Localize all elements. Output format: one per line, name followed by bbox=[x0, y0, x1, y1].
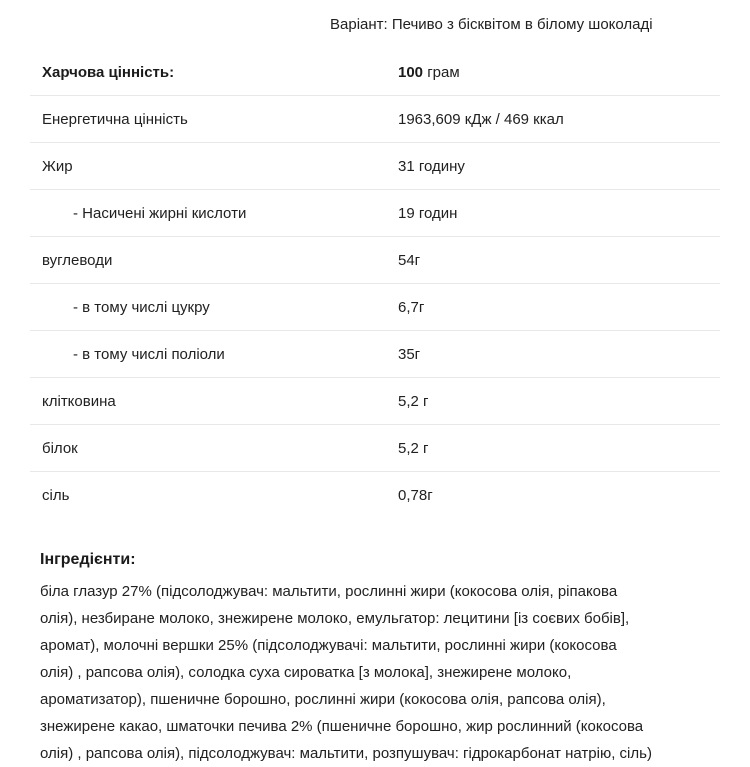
nutrition-value: 35г bbox=[398, 345, 421, 363]
nutrition-row-carbohydrates bbox=[30, 237, 720, 284]
nutrition-row-fat bbox=[30, 143, 720, 190]
nutrition-table bbox=[30, 49, 720, 518]
nutrition-value: 54г bbox=[398, 251, 421, 269]
nutrition-label: - Насичені жирні кислоти bbox=[73, 204, 247, 222]
product-variant-label: Варіант: Печиво з бісквітом в білому шоколаді bbox=[330, 16, 653, 33]
nutrition-row-salt bbox=[30, 472, 720, 518]
nutrition-row-energy bbox=[30, 96, 720, 143]
ingredients-line: аромат), молочні вершки 25% (підсолоджувачі: мальтити, рослинні жири (кокосова bbox=[40, 637, 617, 654]
nutrition-header-row bbox=[30, 49, 720, 96]
nutrition-value: 5,2 г bbox=[398, 392, 429, 410]
serving-amount: 100 bbox=[398, 63, 424, 81]
serving-unit: грам bbox=[423, 63, 460, 81]
nutrition-value: 0,78г bbox=[398, 486, 433, 504]
nutrition-label: клітковина bbox=[42, 392, 116, 410]
nutrition-label: - в тому числі поліоли bbox=[73, 345, 225, 363]
ingredients-line: олія) , рапсова олія), підсолоджувач: мальтити, розпушувач: гідрокарбонат натрію, сіль) bbox=[40, 745, 652, 762]
nutrition-label: сіль bbox=[42, 486, 70, 504]
nutrition-row-saturated-fat bbox=[30, 190, 720, 237]
nutrition-value: 5,2 г bbox=[398, 439, 429, 457]
nutrition-label: вуглеводи bbox=[42, 251, 113, 269]
nutrition-value: 6,7г bbox=[398, 298, 425, 316]
nutrition-header-label: Харчова цінність: bbox=[42, 63, 175, 81]
nutrition-row-sugars bbox=[30, 284, 720, 331]
nutrition-value: 19 годин bbox=[398, 204, 458, 222]
nutrition-label: - в тому числі цукру bbox=[73, 298, 210, 316]
ingredients-line: ароматизатор), пшеничне борошно, рослинні жири (кокосова олія, рапсова олія), bbox=[40, 691, 606, 708]
nutrition-row-polyols bbox=[30, 331, 720, 378]
nutrition-label: білок bbox=[42, 439, 78, 457]
ingredients-line: олія), незбиране молоко, знежирене молоко, емульгатор: лецитини [із соєвих бобів], bbox=[40, 610, 630, 627]
nutrition-value: 1963,609 кДж / 469 ккал bbox=[398, 110, 564, 128]
ingredients-text bbox=[40, 578, 720, 767]
nutrition-label: Енергетична цінність bbox=[42, 110, 188, 128]
nutrition-row-fiber bbox=[30, 378, 720, 425]
nutrition-row-protein bbox=[30, 425, 720, 472]
ingredients-line: олія) , рапсова олія), солодка суха сироватка [з молока], знежирене молоко, bbox=[40, 664, 572, 681]
ingredients-line: біла глазур 27% (підсолоджувач: мальтити, рослинні жири (кокосова олія, ріпакова bbox=[40, 583, 618, 600]
nutrition-header-value bbox=[398, 64, 720, 81]
nutrition-value: 31 годину bbox=[398, 157, 465, 175]
ingredients-line: знежирене какао, шматочки печива 2% (пшеничне борошно, жир рослинний (кокосова bbox=[40, 718, 644, 735]
ingredients-heading: Інгредієнти: bbox=[40, 551, 136, 568]
nutrition-label: Жир bbox=[42, 157, 73, 175]
